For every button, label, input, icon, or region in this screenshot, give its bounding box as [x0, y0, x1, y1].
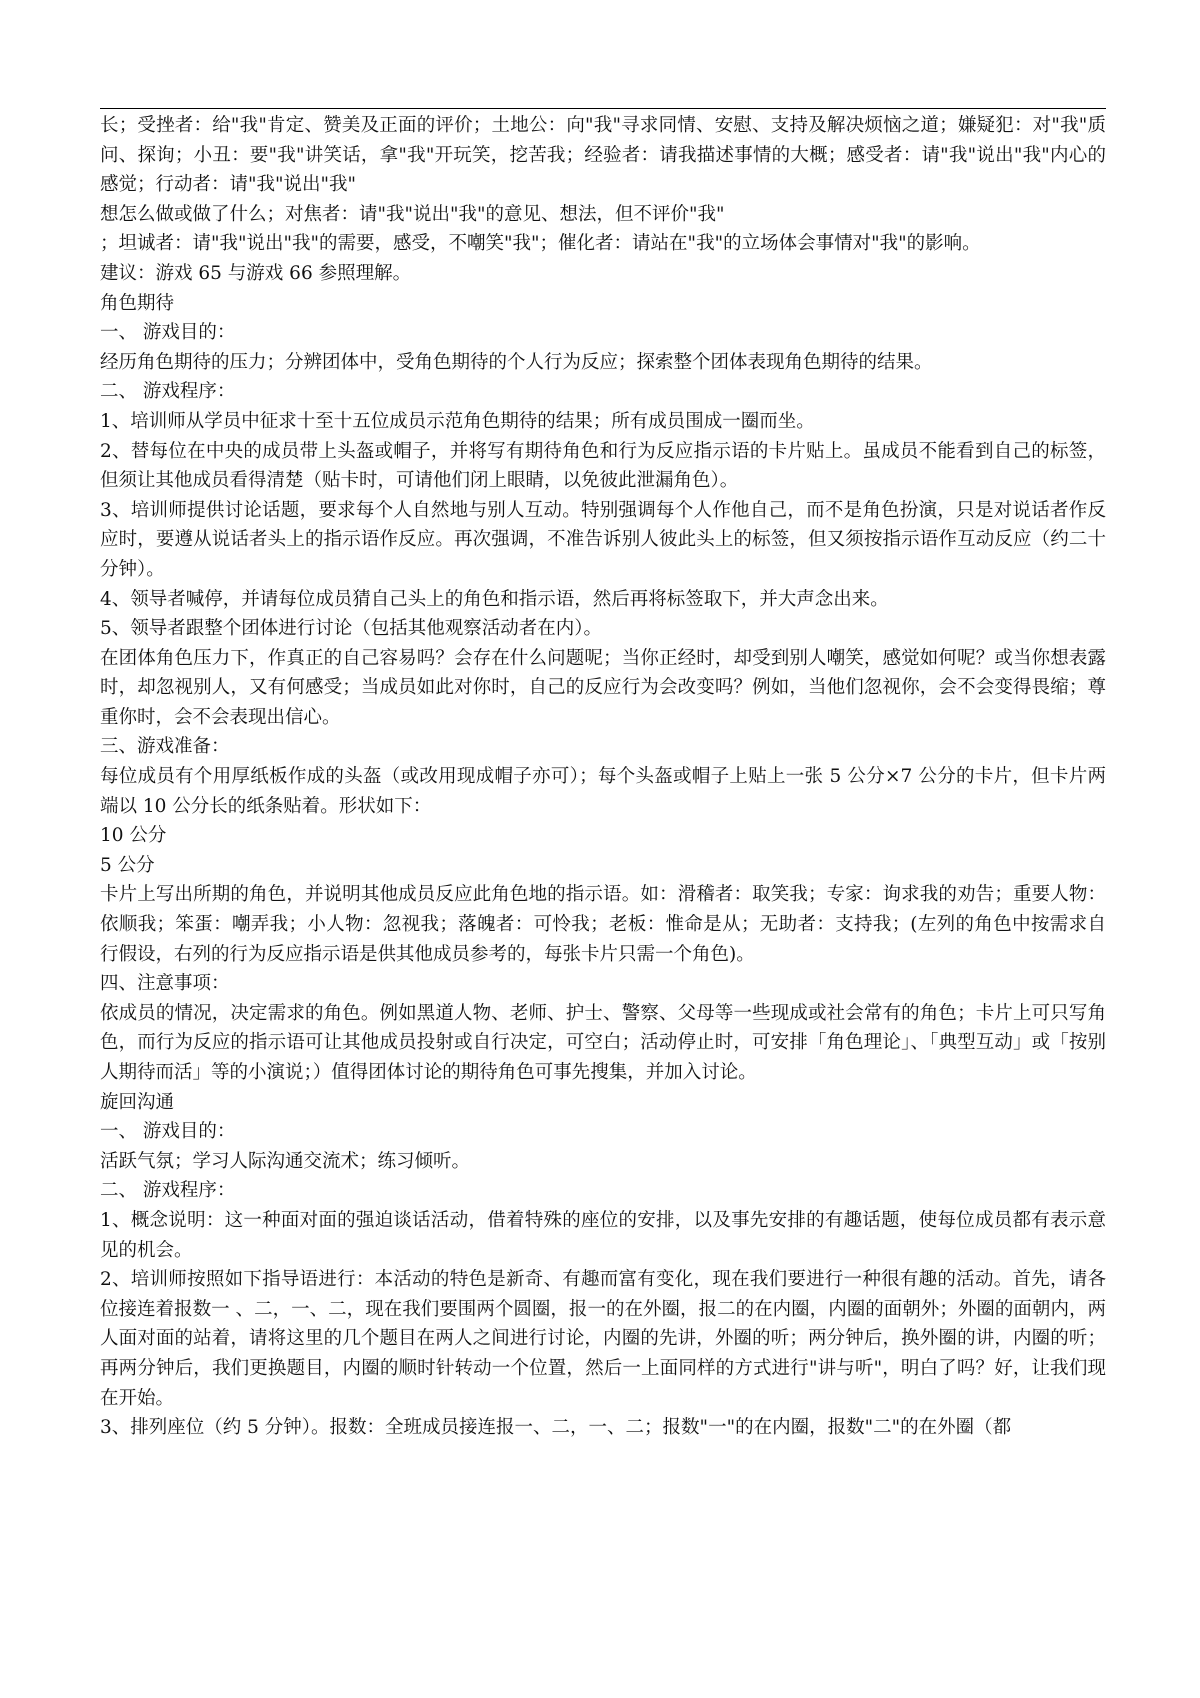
section-title: 旋回沟通	[100, 1091, 175, 1113]
document-body	[100, 111, 1106, 1443]
paragraph: 每位成员有个用厚纸板作成的头盔（或改用现成帽子亦可）；每个头盔或帽子上贴上一张 5 公分×7 公分的卡片，但卡片两端以 10 公分长的纸条贴着。形状如下：	[100, 766, 1106, 817]
subheading: 四、注意事项：	[100, 973, 230, 995]
paragraph: 长；受挫者：给"我"肯定、赞美及正面的评价；土地公：向"我"寻求同情、安慰、支持及解决烦恼之道；嫌疑犯：对"我"质问、探询；小丑：要"我"讲笑话，拿"我"开玩笑，挖苦我；经验者：请我描述事情的大概；感受者：请"我"说出"我"内心的感觉；行动者：请"我"说出"我"	[100, 115, 1106, 196]
paragraph: 1、概念说明：这一种面对面的强迫谈话活动，借着特殊的座位的安排，以及事先安排的有趣话题，使每位成员都有表示意见的机会。	[100, 1209, 1106, 1261]
paragraph: 10 公分	[100, 825, 167, 847]
subheading: 三、游戏准备：	[100, 736, 230, 758]
paragraph: 想怎么做或做了什么；对焦者：请"我"说出"我"的意见、想法，但不评价"我"	[100, 203, 725, 225]
paragraph: 1、培训师从学员中征求十至十五位成员示范角色期待的结果；所有成员围成一圈而坐。	[100, 410, 815, 432]
paragraph: 在团体角色压力下，作真正的自己容易吗？会存在什么问题呢；当你正经时，却受到别人嘲笑，感觉如何呢？或当你想表露时，却忽视别人，又有何感受；当成员如此对你时，自己的反应行为会改变吗？例如，当他们忽视你，会不会变得畏缩；尊重你时，会不会表现出信心。	[100, 647, 1106, 728]
paragraph: 经历角色期待的压力；分辨团体中，受角色期待的个人行为反应；探索整个团体表现角色期待的结果。	[100, 351, 933, 373]
paragraph: 依成员的情况，决定需求的角色。例如黑道人物、老师、护士、警察、父母等一些现成或社会常有的角色；卡片上可只写角色，而行为反应的指示语可让其他成员投射或自行决定，可空白；活动停止时，可安排「角色理论」、「典型互动」或「按别人期待而活」等的小演说；）值得团体讨论的期待角色可事先搜集，并加入讨论。	[100, 1002, 1106, 1083]
paragraph: 建议：游戏 65 与游戏 66 参照理解。	[100, 262, 412, 284]
paragraph: 3、培训师提供讨论话题，要求每个人自然地与别人互动。特别强调每个人作他自己，而不是角色扮演，只是对说话者作反应时，要遵从说话者头上的指示语作反应。再次强调，不准告诉别人彼此头上的标签，但又须按指示语作互动反应（约二十分钟）。	[100, 499, 1106, 580]
paragraph: 3、排列座位（约 5 分钟）。报数：全班成员接连报一、二，一、二；报数"一"的在内圈，报数"二"的在外圈（都	[100, 1417, 1012, 1439]
header-rule	[100, 108, 1106, 109]
section-title: 角色期待	[100, 292, 175, 314]
subheading: 一、 游戏目的：	[100, 1121, 236, 1143]
paragraph: 5、领导者跟整个团体进行讨论（包括其他观察活动者在内）。	[100, 618, 603, 640]
subheading: 一、 游戏目的：	[100, 322, 236, 344]
paragraph: 2、培训师按照如下指导语进行：本活动的特色是新奇、有趣而富有变化，现在我们要进行一种很有趣的活动。首先，请各位接连着报数一 、二，一、二，现在我们要围两个圆圈，报一的在外圈，报二的在内圈，内圈的面朝外；外圈的面朝内，两人面对面的站着，请将这里的几个题目在两人之间进行讨论，内圈的先讲，外圈的听；两分钟后，换外圈的讲，内圈的听；再两分钟后，我们更换题目，内圈的顺时针转动一个位置，然后一上面同样的方式进行"讲与听"，明白了吗？好，让我们现在开始。	[100, 1269, 1106, 1409]
paragraph: 4、领导者喊停，并请每位成员猜自己头上的角色和指示语，然后再将标签取下，并大声念出来。	[100, 588, 889, 610]
paragraph: 5 公分	[100, 854, 155, 876]
paragraph: 活跃气氛；学习人际沟通交流术；练习倾听。	[100, 1150, 471, 1172]
paragraph: ；坦诚者：请"我"说出"我"的需要，感受，不嘲笑"我"；催化者：请站在"我"的立场体会事情对"我"的影响。	[100, 233, 981, 255]
paragraph: 卡片上写出所期的角色，并说明其他成员反应此角色地的指示语。如：滑稽者：取笑我；专家：询求我的劝告；重要人物：依顺我；笨蛋：嘲弄我；小人物：忽视我；落魄者：可怜我；老板：惟命是从；无助者：支持我；(左列的角色中按需求自行假设，右列的行为反应指示语是供其他成员参考的，每张卡片只需一个角色)。	[100, 884, 1106, 965]
paragraph: 2、替每位在中央的成员带上头盔或帽子，并将写有期待角色和行为反应指示语的卡片贴上。虽成员不能看到自己的标签，但须让其他成员看得清楚（贴卡时，可请他们闭上眼睛，以免彼此泄漏角色）。	[100, 440, 1106, 492]
subheading: 二、 游戏程序：	[100, 1180, 236, 1202]
subheading: 二、 游戏程序：	[100, 381, 236, 403]
